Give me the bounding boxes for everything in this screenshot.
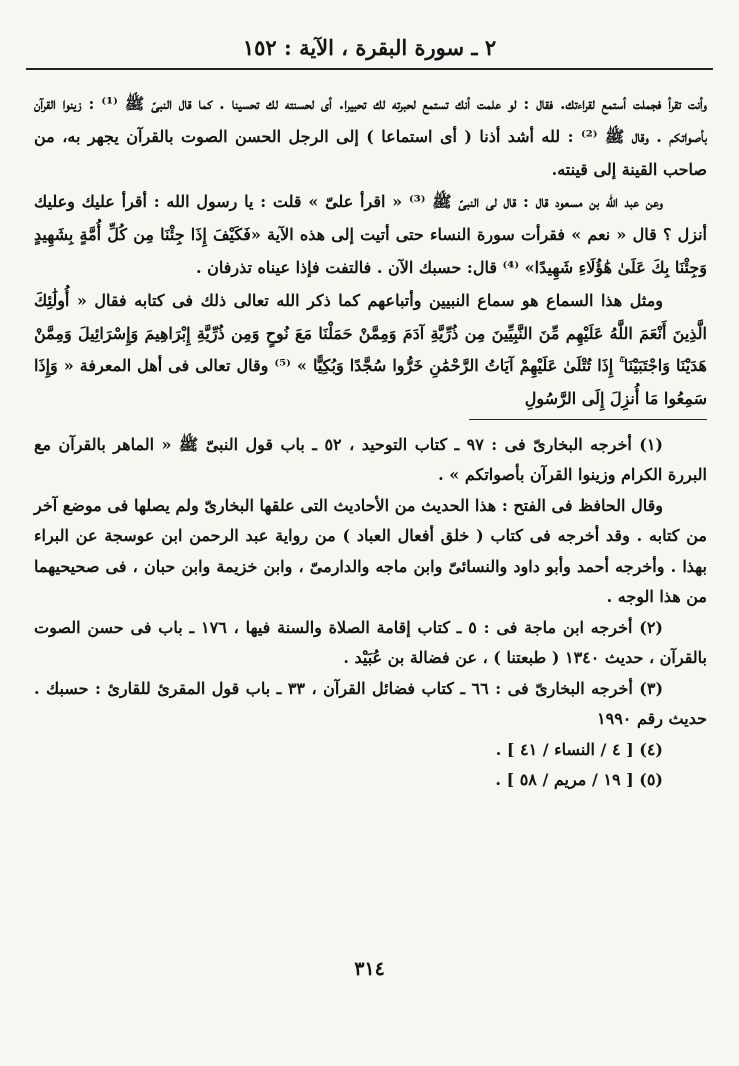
- paragraph-3: ومثل هذا السماع هو سماع النبيين وأتباعهم كما ذكر الله تعالى ذلك فى كتابه فقال « أُولَٰئِكَ الَّذِينَ أَنْعَمَ اللَّهُ عَلَيْهِم مِّنَ النَّبِيِّينَ مِن ذُرِّيَّةِ آدَمَ وَمِمَّنْ حَمَلْنَا مَعَ نُوحٍ وَمِن ذُرِّيَّةِ إِبْرَاهِيمَ وَإِسْرَائِيلَ وَمِمَّنْ هَدَيْنَا وَاجْتَبَيْنَا ۚ إِذَا تُتْلَىٰ عَلَيْهِمْ آيَاتُ الرَّحْمَٰنِ خَرُّوا سُجَّدًا وَبُكِيًّا » ⁽⁵⁾ وقال تعالى فى أهل المعرفة « وَإِذَا سَمِعُوا مَا أُنزِلَ إِلَى الرَّسُولِ: [34, 290, 707, 409]
- footnote-1-commentary: وقال الحافظ فى الفتح : هذا الحديث من الأحاديث التى علقها البخارىّ ولم يصلها فى موضع آخر من كتابه . وقد أخرجه فى كتاب ( خلق أفعال العباد ) من رواية عبد الرحمن ابن عوسجة عن البراء بهذا . وأخرجه أحمد وأبو داود والنسائىّ وابن ماجه والدارمىّ ، وابن خزيمة وابن حبان ، فى صحيحيهما من هذا الوجه .: [34, 495, 707, 607]
- paragraph-1: وأنت تقرأ فجملت أستمع لقراءتك. فقال : لو علمت أنك تستمع لحبرته لك تحبيرا. أى لحسنته لك تحسينا . كما قال النبىّ ﷺ ⁽¹⁾ : زينوا القرآن بأصواتكم . وقال ﷺ ⁽²⁾ : لله أشد أذنا ( أى استماعا ) إلى الرجل الحسن الصوت بالقرآن يجهر به، من صاحب القينة إلى قينته.: [34, 94, 708, 179]
- footnotes: [34, 430, 707, 796]
- page-number: ٣١٤: [354, 958, 385, 980]
- footnote-1: (١) أخرجه البخارىّ فى : ٩٧ ـ كتاب التوحيد ، ٥٢ ـ باب قول النبىّ ﷺ « الماهر بالقرآن مع البررة الكرام وزينوا القرآن بأصواتكم » .: [34, 434, 707, 485]
- page-body: [34, 88, 707, 796]
- main-text: [34, 88, 707, 416]
- footnote-4: (٤) [ ٤ / النساء / ٤١ ] .: [495, 739, 663, 759]
- footnote-separator-wrap: [34, 416, 707, 430]
- header-rule: [26, 68, 713, 70]
- footnote-separator: [469, 419, 707, 420]
- footnote-3: (٣) أخرجه البخارىّ فى : ٦٦ ـ كتاب فضائل القرآن ، ٣٣ ـ باب قول المقرئ للقارئ : حسبك . حديث رقم ١٩٩٠: [34, 678, 707, 729]
- paragraph-2: وعن عبد الله بن مسعود قال : قال لى النبىّ ﷺ ⁽³⁾ « اقرأ علىّ » قلت : يا رسول الله : أقرأ عليك وعليك أنزل ؟ قال « نعم » فقرأت سورة النساء حتى أتيت إلى هذه الآية «فَكَيْفَ إِذَا جِئْنَا مِن كُلِّ أُمَّةٍ بِشَهِيدٍ وَجِئْنَا بِكَ عَلَىٰ هَٰؤُلَاءِ شَهِيدًا» ⁽⁴⁾ قال: حسبك الآن . فالتفت فإذا عيناه تذرفان .: [34, 192, 707, 277]
- running-header: ٢ ـ سورة البقرة ، الآية : ١٥٢: [242, 35, 497, 60]
- footnote-5: (٥) [ ١٩ / مريم / ٥٨ ] .: [495, 770, 663, 790]
- footnote-2: (٢) أخرجه ابن ماجة فى : ٥ ـ كتاب إقامة الصلاة والسنة فيها ، ١٧٦ ـ باب فى حسن الصوت بالقرآن ، حديث ١٣٤٠ ( طبعتنا ) ، عن فضالة بن عُبَيْد .: [34, 617, 707, 668]
